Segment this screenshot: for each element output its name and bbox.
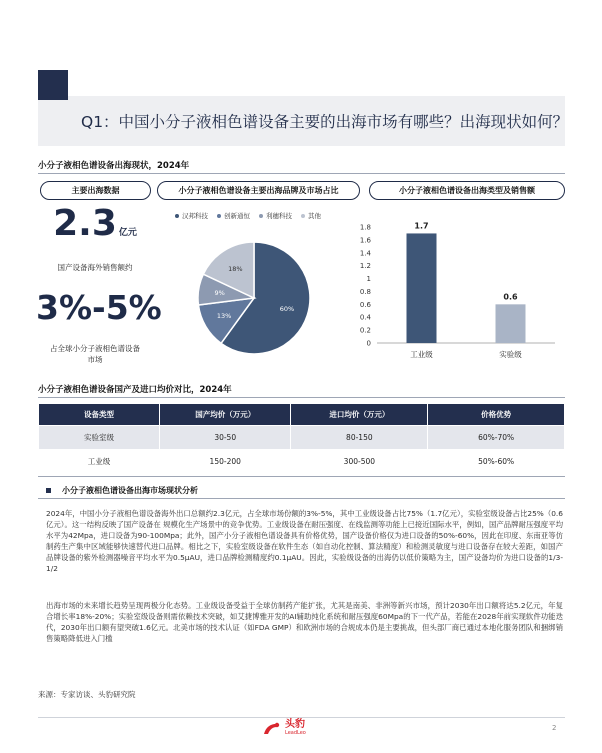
status-section-title: 小分子液相色谱设备出海现状，2024年 xyxy=(38,161,190,171)
table-cell: 300-500 xyxy=(291,450,428,474)
pill-types-sales: 小分子液相色谱设备出海类型及销售额 xyxy=(369,181,565,200)
table-row xyxy=(39,426,565,450)
y-tick-label: 0.8 xyxy=(359,287,371,296)
pie-slice-label-3: 18% xyxy=(228,265,243,274)
table-cell: 工业级 xyxy=(39,450,160,474)
page-number: 2 xyxy=(552,724,557,732)
share-caption-line-2: 市场 xyxy=(87,355,103,364)
price-section-divider xyxy=(38,397,565,398)
legend-swatch xyxy=(217,214,221,218)
y-tick-label: 1.4 xyxy=(359,249,371,258)
pie-slice-label-1: 13% xyxy=(216,312,232,321)
export-value: 2.3 xyxy=(53,203,117,244)
source-note: 来源：专家访谈、头豹研究院 xyxy=(38,690,136,699)
legend-item-lisui xyxy=(259,211,292,220)
bar-category-label-0: 工业级 xyxy=(410,350,433,359)
brand-logo-name: 头豹 xyxy=(285,719,305,730)
type-sales-bar-chart xyxy=(355,205,565,370)
y-tick-label: 0 xyxy=(366,339,371,348)
legend-label: 利穗科技 xyxy=(266,212,292,220)
col-header-advantage: 价格优势 xyxy=(428,404,565,426)
pie-legend xyxy=(175,211,321,220)
legend-item-chuangxin xyxy=(217,211,250,220)
analysis-paragraph-2: 出海市场的未来增长趋势呈现两极分化态势。工业级设备受益于全球仿制药产能扩张，尤其是南美、非洲等新兴市场，预计2030年出口额将达5.2亿元，年复合增长率18%-20%；实验室级设备则需依赖技术突破，如艾捷博雅开发的AI辅助纯化系统和耐压强度60Mpa的下一代产品，若能在2028年前实现软件功能迭代，2030年出口额有望突破1.6亿元。北美市场的技术认证（如FDA GMP）和欧洲市场的合规成本仍是主要挑战，但头部厂商已通过本地化服务团队和捆绑销售策略降低进入门槛 xyxy=(46,601,563,643)
col-header-import: 进口均价（万元） xyxy=(291,404,428,426)
bullet-square-icon xyxy=(46,488,51,493)
y-tick-label: 1.2 xyxy=(359,262,371,271)
y-tick-label: 1.8 xyxy=(359,223,371,232)
table-cell: 50%-60% xyxy=(428,450,565,474)
brand-logo xyxy=(262,720,306,738)
legend-label: 创新通恒 xyxy=(224,212,250,220)
bar-1 xyxy=(496,304,526,343)
col-header-type: 设备类型 xyxy=(39,404,160,426)
bar-value-label-0: 1.7 xyxy=(414,221,429,231)
header-accent-square xyxy=(38,70,68,100)
table-row xyxy=(39,450,565,474)
pie-slice-label-2: 9% xyxy=(214,289,225,298)
table-cell: 60%-70% xyxy=(428,426,565,450)
analysis-title: 小分子液相色谱设备出海市场现状分析 xyxy=(62,486,198,495)
y-tick-label: 1.6 xyxy=(359,236,371,245)
pie-slice-label-0: 60% xyxy=(279,305,295,314)
legend-label: 其他 xyxy=(308,212,321,220)
table-bottom-rule xyxy=(38,476,565,477)
brand-logo-text xyxy=(285,720,306,738)
legend-swatch xyxy=(301,214,305,218)
pill-brands-share: 小分子液相色谱设备主要出海品牌及市场占比 xyxy=(157,181,360,200)
export-caption: 国产设备海外销售额约 xyxy=(57,263,133,272)
analysis-paragraph-1: 2024年，中国小分子液相色谱设备海外出口总额约2.3亿元，占全球市场份额的3%-5%，其中工业级设备占比75%（1.7亿元），实验室级设备占比25%（0.6亿元）。这一结构反映了国产设备在 规模化生产场景中的竞争优势。工业级设备在耐压强度、在线监测等功能上已接近国际水平，例如，国产品牌耐压强度平均水平为42Mpa，进口设备为90-100Mpa；此外，国产小分子液相色谱设备具有价格优势，国产设备价格仅为进口设备的50%-60%，因此在印度、东南亚等仿制药生产集中区域能够快速替代进口品牌。相比之下，实验室级设备在软件生态（如自动化控制、算法精度）和检测灵敏度与进口设备存在较大差距，如国产品牌设备的紫外检测器噪音平均水平为0.5μAU，进口品牌检测精度约0.1μAU。因此，实验级设备的出海仍以低价策略为主，国产设备均价为进口设备的1/3-1/2 xyxy=(46,509,563,573)
export-value-block xyxy=(40,204,150,244)
y-tick-label: 0.6 xyxy=(359,300,371,309)
share-caption xyxy=(40,343,150,365)
col-header-domestic: 国产均价（万元） xyxy=(159,404,291,426)
table-cell: 30-50 xyxy=(159,426,291,450)
leopard-logo-icon xyxy=(262,720,282,738)
y-tick-label: 1 xyxy=(366,275,371,284)
table-cell: 实验室级 xyxy=(39,426,160,450)
table-header-row xyxy=(39,404,565,426)
y-tick-label: 0.4 xyxy=(359,313,371,322)
analysis-divider xyxy=(38,498,565,499)
legend-item-other xyxy=(301,211,321,220)
bar-value-label-1: 0.6 xyxy=(503,292,518,302)
bar-category-label-1: 实验级 xyxy=(499,350,522,359)
footer-divider xyxy=(38,717,565,718)
legend-swatch xyxy=(259,214,263,218)
table-cell: 150-200 xyxy=(159,450,291,474)
legend-swatch xyxy=(175,214,179,218)
page-title: Q1：中国小分子液相色谱设备主要的出海市场有哪些？出海现状如何？ xyxy=(81,113,569,131)
y-tick-label: 0.2 xyxy=(359,326,371,335)
bar-0 xyxy=(407,233,437,343)
legend-label: 汉邦科技 xyxy=(182,212,208,220)
table-cell: 80-150 xyxy=(291,426,428,450)
share-value: 3%-5% xyxy=(36,288,162,327)
share-caption-line-1: 占全球小分子液相色谱设备 xyxy=(50,344,140,353)
status-section-divider xyxy=(38,173,565,174)
legend-item-hanbang xyxy=(175,211,208,220)
price-comparison-table xyxy=(38,403,565,474)
price-section-title: 小分子液相色谱设备国产及进口均价对比，2024年 xyxy=(38,385,232,395)
brand-share-pie-chart xyxy=(180,228,330,368)
pill-export-data: 主要出海数据 xyxy=(40,181,151,200)
export-unit: 亿元 xyxy=(118,228,137,238)
brand-logo-sub: LeadLeo xyxy=(285,730,306,736)
